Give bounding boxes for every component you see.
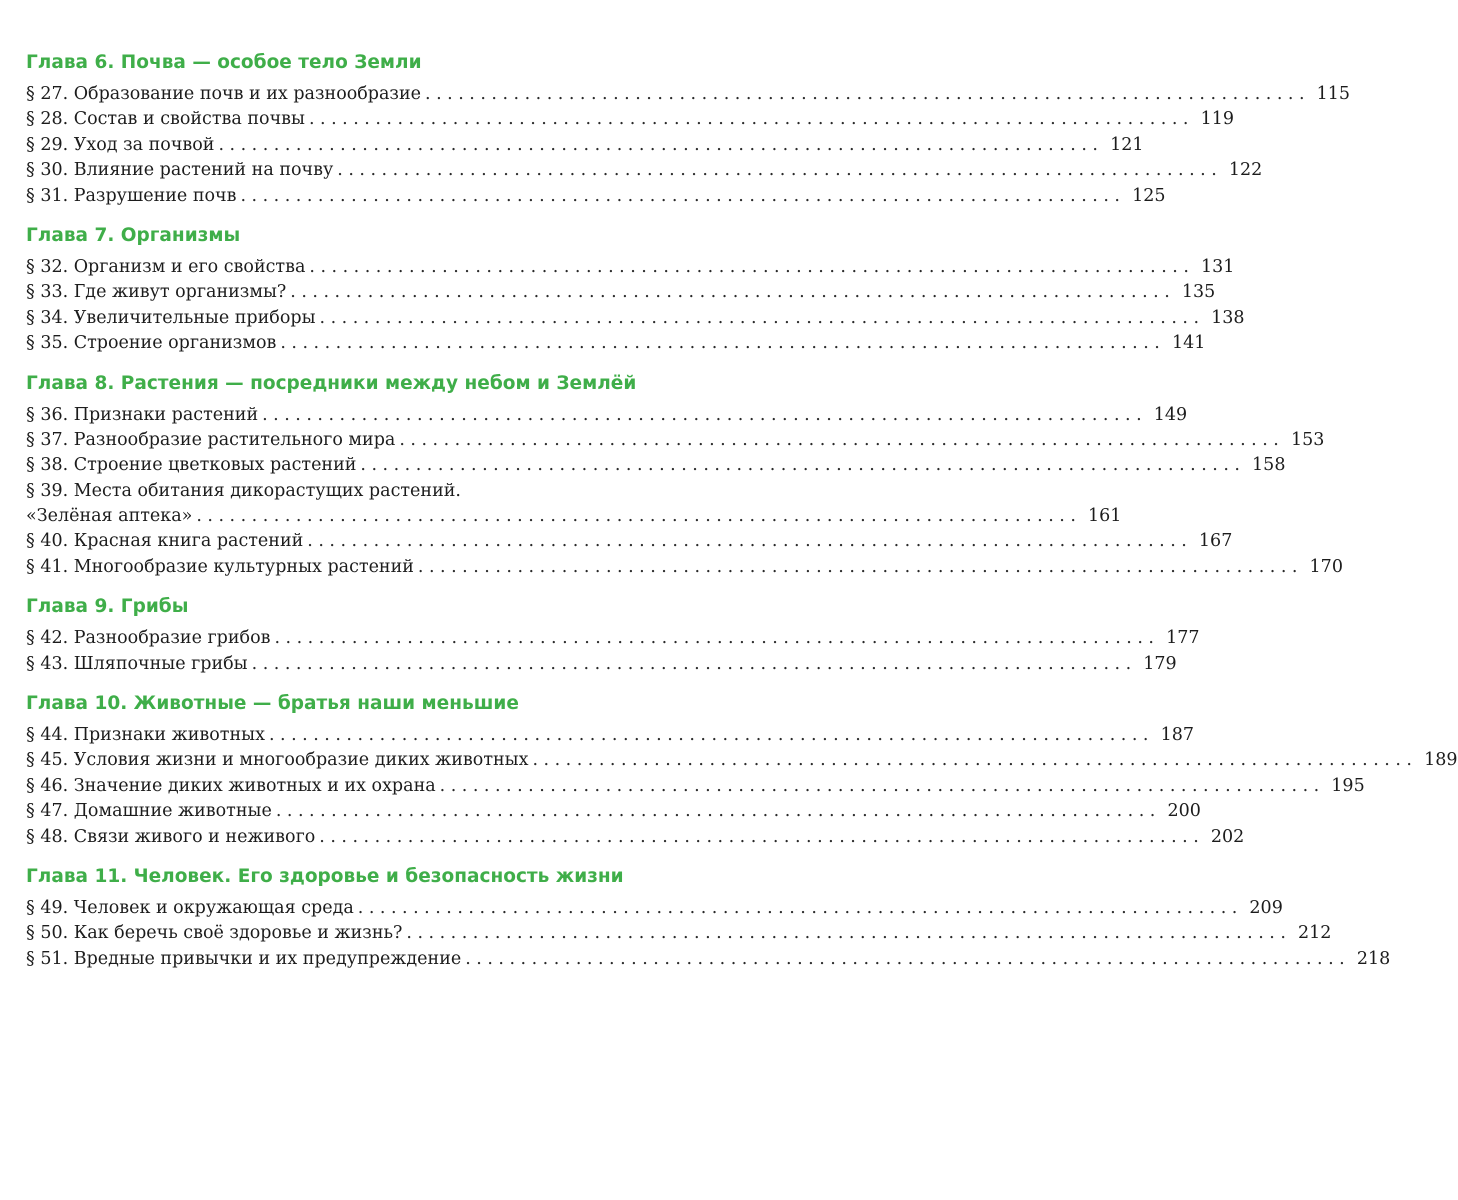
dot-leader: ................................................................................: [290, 282, 1176, 303]
toc-entry: [26, 896, 1283, 921]
toc-entry: [26, 107, 1234, 132]
chapter-title: Глава 7. Организмы: [26, 224, 241, 246]
toc-entry: [26, 555, 1343, 580]
entry-text: § 45. Условия жизни и многообразие диких животных: [26, 750, 529, 771]
toc-entry: [26, 529, 1233, 554]
chapter-10: [26, 691, 1458, 850]
toc-entry: [26, 184, 1166, 209]
toc-entry: [26, 403, 1188, 428]
toc-entry: [26, 921, 1332, 946]
chapter-11: [26, 864, 1391, 972]
page-number: 179: [1143, 653, 1177, 674]
toc-entry: [26, 428, 1325, 453]
entry-text-line1: § 39. Места обитания дикорастущих растений.: [26, 480, 461, 501]
page-number: 121: [1110, 134, 1144, 155]
page-number: 131: [1201, 256, 1235, 277]
chapter-7: [26, 223, 1245, 357]
toc-entry: [26, 774, 1365, 799]
entry-text: § 48. Связи живого и неживого: [26, 826, 316, 847]
toc-entry: [26, 825, 1245, 850]
page-number: 167: [1198, 531, 1233, 552]
toc-entry: [26, 652, 1177, 677]
page-number: 115: [1316, 84, 1351, 104]
dot-leader: ................................................................................: [218, 134, 1104, 155]
page-number: 212: [1298, 923, 1332, 944]
dot-leader: ................................................................................: [251, 653, 1137, 674]
page-number: 119: [1200, 109, 1234, 130]
entry-text: § 32. Организм и его свойства: [26, 256, 306, 277]
entry-text: § 38. Строение цветковых растений: [26, 455, 357, 476]
dot-leader: ................................................................................: [337, 160, 1223, 181]
chapter-title: Глава 10. Животные — братья наши меньшие: [26, 693, 519, 715]
entry-text: § 35. Строение организмов: [26, 333, 277, 354]
dot-leader: ................................................................................: [417, 556, 1303, 577]
dot-leader: ................................................................................: [319, 307, 1205, 328]
entry-text: § 29. Уход за почвой: [26, 134, 215, 155]
entry-text-line2: «Зелёная аптека»: [26, 506, 193, 527]
page-number: 135: [1181, 282, 1216, 303]
dot-leader: ................................................................................: [406, 923, 1292, 944]
page-number: 153: [1290, 429, 1325, 450]
page-number: 177: [1166, 628, 1200, 649]
entry-text: § 49. Человек и окружающая среда: [26, 897, 354, 918]
entry-text: § 42. Разнообразие грибов: [26, 628, 271, 649]
page-number: 200: [1167, 801, 1201, 822]
entry-text: § 30. Влияние растений на почву: [26, 160, 334, 181]
dot-leader: ................................................................................: [399, 429, 1285, 450]
page-number: 158: [1252, 455, 1286, 476]
page-number: 195: [1331, 775, 1365, 796]
entry-text: § 41. Многообразие культурных растений: [26, 556, 414, 577]
toc-entry: [26, 504, 1122, 529]
entry-text: § 31. Разрушение почв: [26, 185, 237, 206]
dot-leader: ................................................................................: [240, 185, 1126, 206]
dot-leader: ................................................................................: [425, 84, 1311, 104]
dot-leader: ................................................................................: [309, 256, 1195, 277]
toc-entry: [26, 280, 1216, 305]
dot-leader: ................................................................................: [360, 455, 1246, 476]
entry-text: § 33. Где живут организмы?: [26, 282, 287, 303]
chapter-6: [26, 50, 1351, 209]
page-number: 218: [1356, 948, 1391, 969]
entry-text: § 28. Состав и свойства почвы: [26, 109, 305, 130]
entry-text: § 37. Разнообразие растительного мира: [26, 429, 396, 450]
page-number: 161: [1087, 506, 1122, 527]
entry-text: § 47. Домашние животные: [26, 801, 272, 822]
dot-leader: ................................................................................: [280, 333, 1166, 354]
entry-text: § 27. Образование почв и их разнообразие: [26, 84, 421, 104]
dot-leader: ................................................................................: [465, 948, 1351, 969]
toc-entry: [26, 82, 1351, 107]
page-number: 122: [1228, 160, 1263, 181]
chapter-title: Глава 9. Грибы: [26, 596, 189, 618]
dot-leader: ................................................................................: [439, 775, 1325, 796]
entry-text: § 36. Признаки растений: [26, 404, 259, 425]
page-number: 138: [1211, 307, 1245, 328]
dot-leader: ................................................................................: [319, 826, 1205, 847]
toc-entry: [26, 799, 1201, 824]
chapter-title: Глава 6. Почва — особое тело Земли: [26, 52, 422, 73]
chapter-9: [26, 594, 1200, 677]
entry-text: § 50. Как беречь своё здоровье и жизнь?: [26, 923, 403, 944]
toc-entry: [26, 626, 1200, 651]
toc-entry: [26, 255, 1235, 280]
page-number: 189: [1424, 750, 1458, 771]
dot-leader: ................................................................................: [196, 506, 1082, 527]
dot-leader: ................................................................................: [275, 801, 1161, 822]
toc-entry: [26, 748, 1458, 773]
entry-text: § 46. Значение диких животных и их охрана: [26, 775, 436, 796]
toc-entry: [26, 723, 1194, 748]
chapter-title: Глава 11. Человек. Его здоровье и безопасность жизни: [26, 865, 624, 887]
dot-leader: ................................................................................: [532, 750, 1418, 771]
toc-entry: [26, 158, 1263, 183]
page-number: 149: [1153, 404, 1188, 425]
table-of-contents: [26, 50, 1458, 986]
chapter-8: [26, 371, 1343, 581]
page-number: 187: [1160, 725, 1194, 746]
page-number: 125: [1132, 185, 1166, 206]
dot-leader: ................................................................................: [268, 725, 1154, 746]
page-number: 202: [1210, 826, 1245, 847]
dot-leader: ................................................................................: [307, 531, 1193, 552]
toc-entry: [26, 133, 1144, 158]
page-number: 141: [1171, 333, 1206, 354]
dot-leader: ................................................................................: [357, 897, 1243, 918]
chapter-title: Глава 8. Растения — посредники между небом и Землёй: [26, 372, 637, 394]
toc-entry: [26, 947, 1391, 972]
entry-text: § 34. Увеличительные приборы: [26, 307, 316, 328]
entry-text: § 43. Шляпочные грибы: [26, 653, 248, 674]
dot-leader: ................................................................................: [262, 404, 1148, 425]
page-number: 209: [1249, 897, 1283, 918]
dot-leader: ................................................................................: [308, 109, 1194, 130]
entry-text: § 40. Красная книга растений: [26, 531, 304, 552]
entry-text: § 51. Вредные привычки и их предупреждение: [26, 948, 462, 969]
toc-entry: [26, 331, 1206, 356]
entry-text: § 44. Признаки животных: [26, 725, 265, 746]
page-number: 170: [1309, 556, 1343, 577]
dot-leader: ................................................................................: [274, 628, 1160, 649]
toc-entry: [26, 453, 1286, 478]
toc-entry: [26, 306, 1245, 331]
